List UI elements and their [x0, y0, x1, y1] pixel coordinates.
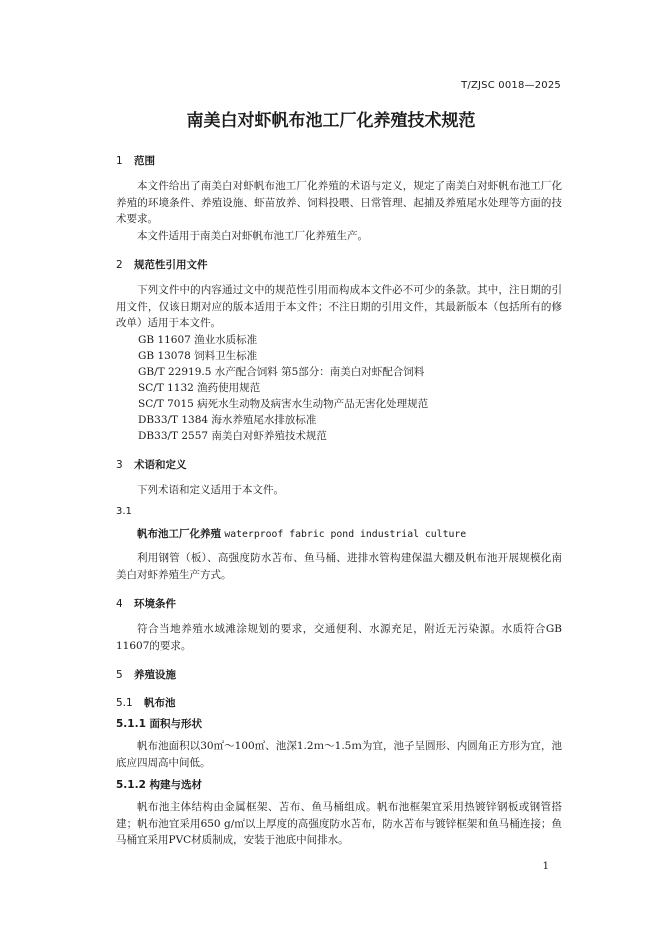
term-english: waterproof fabric pond industrial culture [224, 529, 467, 540]
section-title: 环境条件 [134, 598, 176, 610]
section-3-paragraph-1: 下列术语和定义适用于本文件。 [137, 483, 284, 496]
section-number: 1 [116, 155, 123, 167]
reference-item: DB33/T 1384 海水养殖尾水排放标准 [138, 413, 317, 426]
section-4-heading [116, 597, 562, 611]
standard-code: T/ZJSC 0018—2025 [461, 80, 561, 91]
clause-5-1-2-paragraph: 帆布池主体结构由金属框架、苫布、鱼马桶组成。帆布池框架宜采用热镀锌钢板或钢管搭建；帆布池宜采用650 g/㎡以上厚度的高强度防水苫布，防水苫布与镀锌框架和鱼马桶连接；鱼马桶宜采用PVC材质制成，安装于池底中间排水。 [116, 801, 562, 846]
reference-item: GB 13078 饲料卫生标准 [138, 349, 258, 362]
term-definition: 利用钢管（板）、高强度防水苫布、鱼马桶、进排水管构建保温大棚及帆布池开展规模化南美白对虾养殖生产方式。 [116, 552, 562, 581]
reference-item: SC/T 1132 渔药使用规范 [138, 381, 261, 394]
clause-5-1-1-heading: 5.1.1 面积与形状 [116, 718, 203, 730]
section-1-paragraph-1: 本文件给出了南美白对虾帆布池工厂化养殖的术语与定义，规定了南美白对虾帆布池工厂化养殖的环境条件、养殖设施、虾苗放养、饲料投喂、日常管理、起捕及养殖尾水处理等方面的技术要求。 [116, 180, 562, 225]
term-entry [116, 526, 562, 543]
subsection-title: 帆布池 [144, 697, 176, 709]
section-title: 养殖设施 [134, 669, 176, 681]
document-title: 南美白对虾帆布池工厂化养殖技术规范 [186, 111, 476, 131]
subsection-5-1-heading [116, 696, 562, 710]
section-2-paragraph-1: 下列文件中的内容通过文中的规范性引用而构成本文件必不可少的条款。其中，注日期的引用文件，仅该日期对应的版本适用于本文件；不注日期的引用文件，其最新版本（包括所有的修改单）适用于本文件。 [116, 284, 562, 329]
section-3-heading [116, 458, 562, 472]
reference-item: GB/T 22919.5 水产配合饲料 第5部分：南美白对虾配合饲料 [138, 365, 425, 378]
section-1-paragraph-2: 本文件适用于南美白对虾帆布池工厂化养殖生产。 [137, 229, 368, 242]
term-chinese: 帆布池工厂化养殖 [137, 528, 221, 540]
clause-5-1-1-paragraph: 帆布池面积以30㎡～100㎡、池深1.2ｍ～1.5ｍ为宜，池子呈圆形、内圆角正方形为宜，池底应四周高中间低。 [116, 740, 562, 769]
section-number: 2 [116, 259, 123, 271]
reference-item: SC/T 7015 病死水生动物及病害水生动物产品无害化处理规范 [138, 397, 429, 410]
reference-item: DB33/T 2557 南美白对虾养殖技术规范 [138, 429, 327, 442]
document-body [116, 154, 562, 849]
section-4-paragraph-1: 符合当地养殖水域滩涂规划的要求，交通便利、水源充足，附近无污染源。水质符合GB 11607的要求。 [116, 623, 562, 652]
section-number: 5 [116, 669, 123, 681]
reference-item: GB 11607 渔业水质标准 [138, 333, 258, 346]
section-number: 4 [116, 598, 123, 610]
section-title: 术语和定义 [134, 458, 187, 471]
subsection-number: 5.1 [116, 697, 133, 709]
term-number: 3.1 [116, 506, 132, 517]
section-title: 规范性引用文件 [134, 259, 208, 271]
clause-5-1-2-heading: 5.1.2 构建与选材 [116, 779, 203, 791]
section-5-heading [116, 668, 562, 682]
section-2-heading [116, 258, 562, 272]
section-number: 3 [116, 458, 123, 471]
section-1-heading [116, 154, 562, 168]
page-number: 1 [542, 861, 549, 872]
section-title: 范围 [134, 155, 155, 167]
